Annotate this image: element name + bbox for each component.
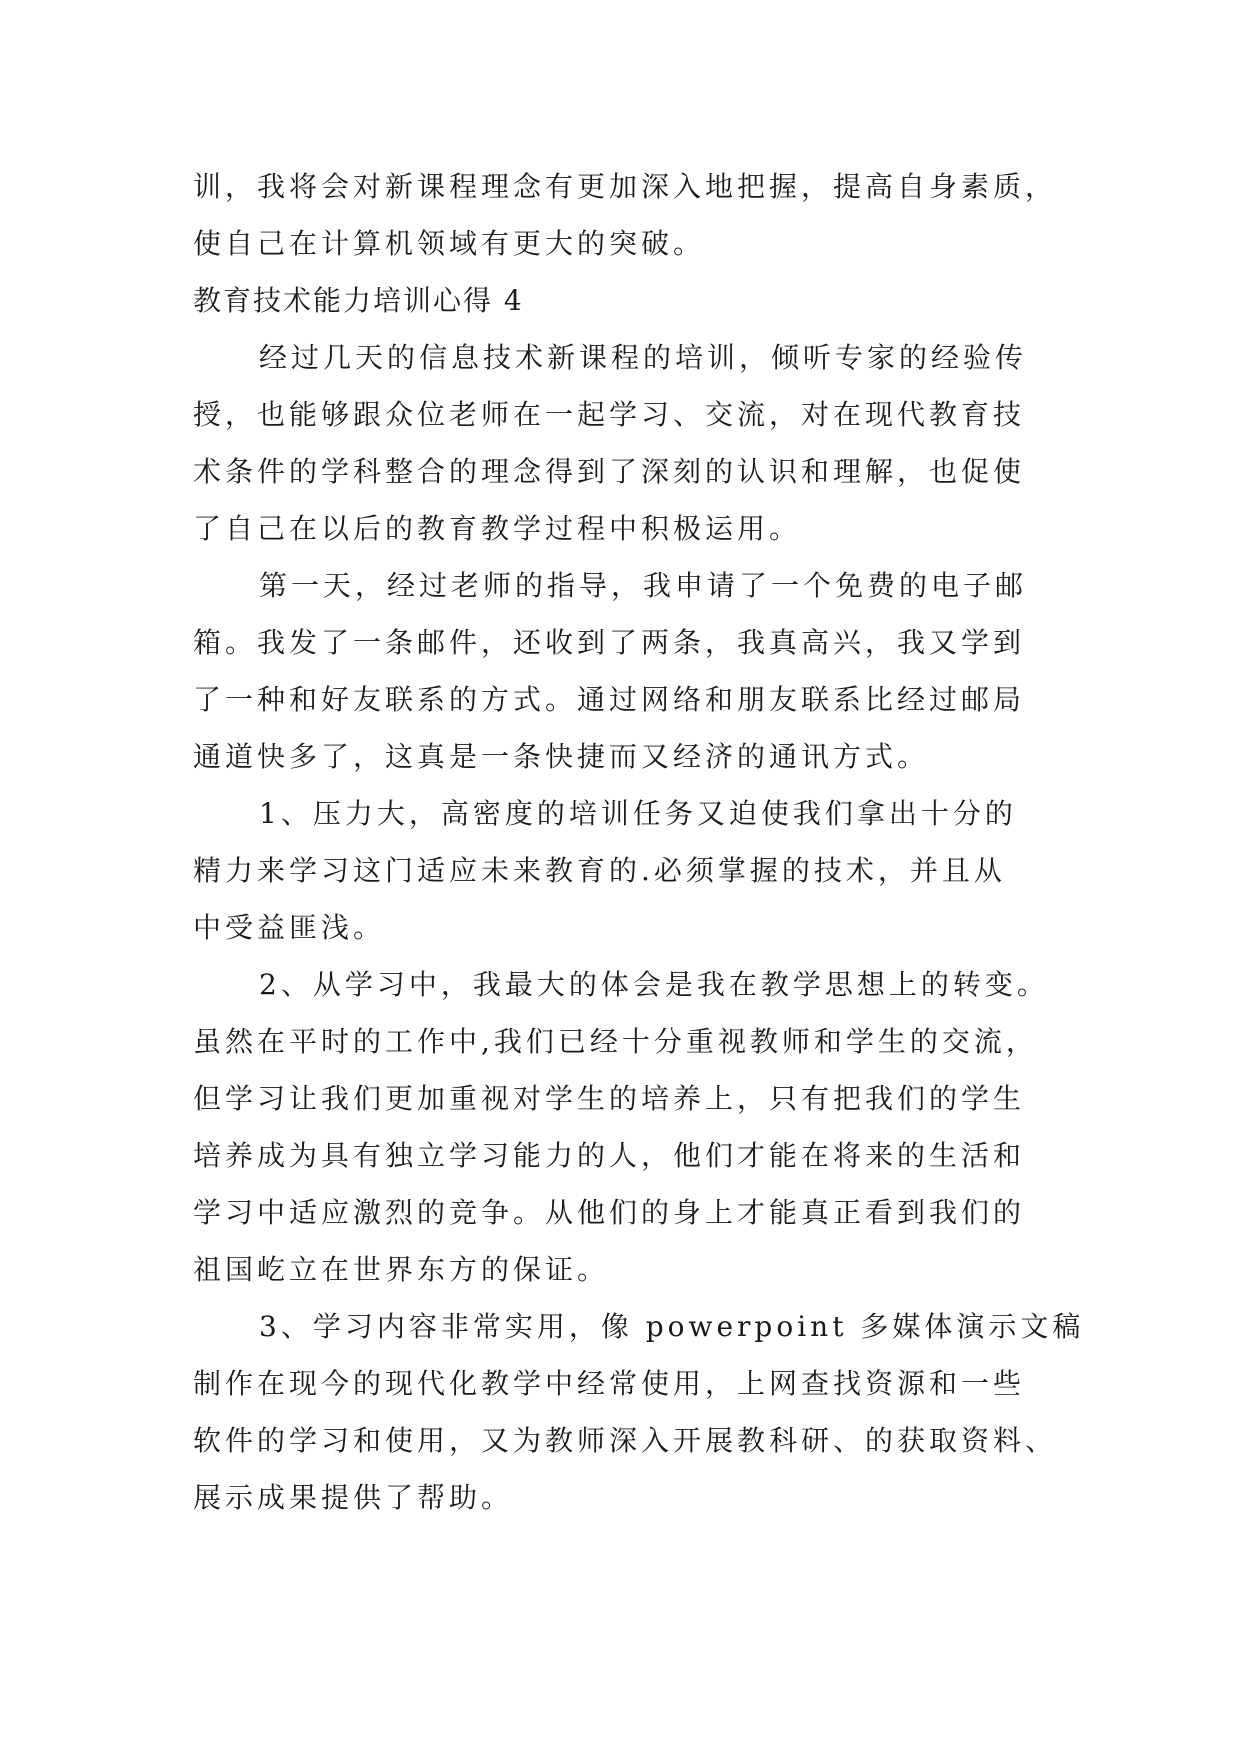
paragraph-3-line: 1、压力大，高密度的培训任务又迫使我们拿出十分的	[259, 797, 1017, 830]
intro-line: 训，我将会对新课程理念有更加深入地把握，提高自身素质，	[193, 170, 1058, 203]
paragraph-3-line: 中受益匪浅。	[193, 911, 386, 944]
paragraph-5-line: 展示成果提供了帮助。	[193, 1481, 514, 1514]
paragraph-1-line: 授，也能够跟众位老师在一起学习、交流，对在现代教育技	[193, 398, 1026, 431]
paragraph-2-line: 箱。我发了一条邮件，还收到了两条，我真高兴，我又学到	[193, 626, 1026, 659]
section-title: 教育技术能力培训心得 4	[193, 284, 524, 317]
paragraph-5-line: 3、学习内容非常实用，像 powerpoint 多媒体演示文稿	[259, 1310, 1085, 1343]
intro-line: 使自己在计算机领域有更大的突破。	[193, 227, 706, 260]
paragraph-2-line: 了一种和好友联系的方式。通过网络和朋友联系比经过邮局	[193, 683, 1026, 716]
paragraph-4-line: 虽然在平时的工作中,我们已经十分重视教师和学生的交流，	[193, 1025, 1038, 1058]
paragraph-1-line: 术条件的学科整合的理念得到了深刻的认识和理解，也促使	[193, 455, 1026, 488]
paragraph-1-line: 经过几天的信息技术新课程的培训，倾听专家的经验传	[259, 341, 1028, 374]
paragraph-2-line: 第一天，经过老师的指导，我申请了一个免费的电子邮	[259, 569, 1028, 602]
paragraph-4-line: 但学习让我们更加重视对学生的培养上，只有把我们的学生	[193, 1082, 1026, 1115]
paragraph-4-line: 2、从学习中，我最大的体会是我在教学思想上的转变。	[259, 968, 1049, 1001]
paragraph-4-line: 培养成为具有独立学习能力的人，他们才能在将来的生活和	[193, 1139, 1026, 1172]
paragraph-2-line: 通道快多了，这真是一条快捷而又经济的通讯方式。	[193, 740, 930, 773]
document-body	[193, 158, 1085, 1526]
paragraph-1-line: 了自己在以后的教育教学过程中积极运用。	[193, 512, 802, 545]
paragraph-4-line: 学习中适应激烈的竞争。从他们的身上才能真正看到我们的	[193, 1196, 1026, 1229]
paragraph-5-line: 制作在现今的现代化教学中经常使用，上网查找资源和一些	[193, 1367, 1026, 1400]
paragraph-3-line: 精力来学习这门适应未来教育的.必须掌握的技术，并且从	[193, 854, 1006, 887]
paragraph-5-line: 软件的学习和使用，又为教师深入开展教科研、的获取资料、	[193, 1424, 1058, 1457]
paragraph-4-line: 祖国屹立在世界东方的保证。	[193, 1253, 610, 1286]
